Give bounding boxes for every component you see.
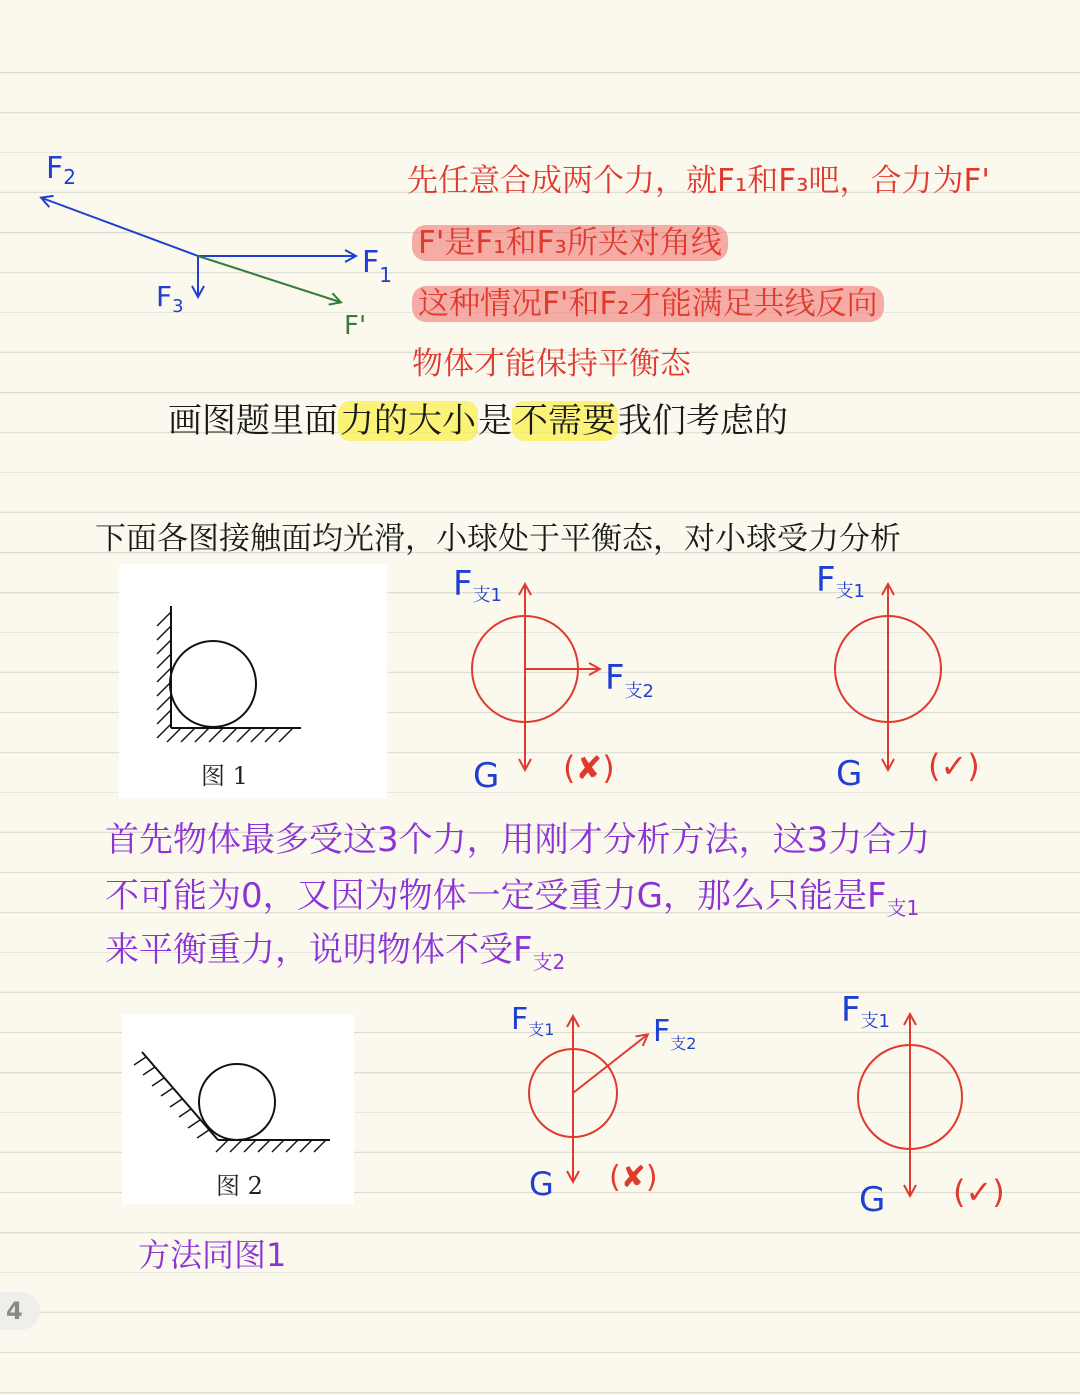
resultant-vector (198, 256, 340, 302)
force-composition-diagram (20, 140, 390, 350)
note-line-4: 物体才能保持平衡态 (412, 346, 691, 382)
f2-label: $F_2$ (46, 151, 76, 189)
text-span: 不可能为0，又因为物体一定受重力G，那么只能是F (105, 876, 887, 916)
figure-1 (119, 564, 387, 798)
fn2-label: $F_{支2}$ (605, 658, 655, 702)
f2-vector (42, 198, 198, 256)
text-span: 是 (478, 401, 512, 441)
subscript: 支2 (532, 949, 566, 974)
fig2-wrong-force-diagram (505, 995, 725, 1210)
fn1-label: F支1 (841, 990, 891, 1032)
gravity-label: G (529, 1165, 554, 1203)
f3-label: $F_3$ (156, 280, 184, 317)
note-line-3 (412, 278, 884, 323)
fig2-right-force-diagram (835, 985, 1060, 1220)
figure-2-note: 方法同图1 (138, 1236, 287, 1274)
fn1-label: F支1 (816, 560, 866, 602)
problem-statement: 下面各图接触面均光滑，小球处于平衡态，对小球受力分析 (95, 521, 901, 557)
explanation-line-1: 首先物体最多受这3个力，用刚才分析方法，这3力合力 (105, 820, 931, 860)
figure-1-drawing (119, 564, 387, 798)
highlight-yellow: 力的大小 (340, 401, 476, 441)
f1-label: $F_1$ (362, 245, 392, 287)
figure-1-caption: 图 1 (201, 762, 248, 790)
explanation-line-2 (105, 868, 919, 921)
gravity-label: G (859, 1180, 886, 1220)
note-line-5 (168, 393, 788, 442)
figure-2 (122, 1014, 354, 1204)
explanation-line-3 (105, 922, 565, 975)
wrong-verdict: (✘) (563, 749, 615, 787)
right-verdict: (✓) (928, 747, 980, 785)
text-span: 来平衡重力，说明物体不受F (105, 930, 533, 970)
fig1-wrong-force-diagram (445, 555, 675, 800)
gravity-label: G (836, 754, 863, 794)
fprime-label: F' (344, 311, 367, 341)
wrong-verdict: (✘) (609, 1160, 658, 1195)
fn1-label: $F_{支1}$ (511, 1002, 555, 1039)
right-verdict: (✓) (953, 1173, 1005, 1211)
page-number: 4 (0, 1292, 40, 1330)
fn2-label: $F_{支2}$ (653, 1014, 697, 1053)
highlight-yellow: 不需要 (514, 401, 616, 441)
note-line-2 (412, 217, 728, 262)
fig1-right-force-diagram (810, 555, 1040, 800)
highlight-red: 这种情况F'和F₂才能满足共线反向 (412, 286, 884, 322)
subscript: 支1 (886, 895, 920, 920)
figure-2-caption: 图 2 (216, 1172, 263, 1200)
text-span: 画图题里面 (168, 401, 338, 441)
text-span: 我们考虑的 (618, 401, 788, 441)
fn1-label: F支1 (453, 564, 503, 606)
highlight-red: F'是F₁和F₃所夹对角线 (412, 225, 728, 261)
note-line-1: 先任意合成两个力，就F₁和F₃吧，合力为F' (407, 163, 990, 199)
gravity-label: G (473, 756, 500, 796)
normal-force-2-vector (573, 1035, 647, 1093)
